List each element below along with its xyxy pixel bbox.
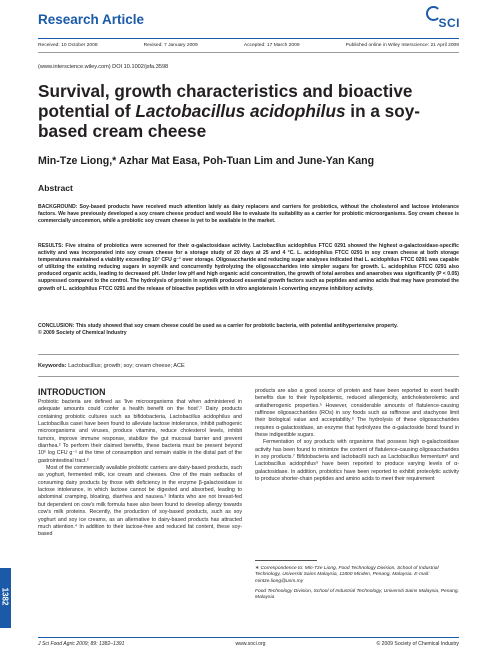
footnote-rule [255, 560, 317, 561]
keywords [38, 363, 185, 369]
intro-paragraph-3: products are also a good source of protein and have been reported to exert health benefits due to their hypolipidemic, reduced allergenicity, anticholesterolemic and antiatherogenic properties.⁵ However, considerable amounts of flatulence-causing raffinose oligosaccharides (ROs) in soy foods such as raffinose and stachyose limit their biological value and acceptability.⁶ The hydrolysis of these oligosaccharides requires α-galactosidase, an enzyme that hydrolyzes the α-galactoside bond found in these indigestible sugars. [255, 388, 459, 439]
logo-text: SCI [438, 16, 460, 30]
date-accepted: Accepted: 17 March 2009 [243, 43, 300, 48]
doi-link[interactable]: (www.interscience.wiley.com) DOI 10.1002/jsfa.3598 [38, 64, 169, 70]
intro-paragraph-4: Fermentation of soy products with organisms that possess high α-galactosidase activity has been found to minimize the content of flatulence-causing oligosaccharides in soy products.⁷ Bifidobacteria and lactobacilli such as Lactobacillus fermentum⁸ and Lactobacillus acidophilus⁹ have been reported to produce varying levels of α-galactosidase. In addition, probiotics have been reported to exhibit proteolytic activity to produce shorter-chain peptides and amino acids to meet their requirement [255, 439, 459, 483]
keywords-label: Keywords: [38, 363, 67, 369]
title-species: Lactobacillus acidophilus [135, 101, 346, 121]
author-list: Min-Tze Liong,* Azhar Mat Easa, Poh-Tuan Lim and June-Yan Kang [38, 155, 375, 167]
article-dates [38, 43, 459, 48]
title-part1: Survival, growth characteristics and bioactive potential of [38, 81, 413, 121]
footnote-affiliation: Food Technology Division, School of Industrial Technology, Universiti Sains Malaysia, Penang, Malaysia [255, 588, 459, 601]
sci-logo [424, 6, 460, 36]
footnotes [255, 566, 459, 605]
abstract-results [38, 243, 459, 293]
dates-rule [38, 52, 459, 53]
abstract-conclusion [38, 323, 459, 337]
footer-journal: J Sci Food Agric 2009; 89: 1382–1391 [38, 641, 125, 647]
intro-paragraph-1: Probiotic bacteria are defined as 'live microorganisms that when administered in adequate amounts could confer a health benefit on the host'.¹ Dairy products containing probiotic cultures such as bifidobacteria, Lactobacillus acidophilus and Lactobacillus casei have been found to alleviate lactose intolerance, inhibit pathogenic microorganisms and viruses, produce vitamins, reduce cholesterol levels, inhibit tumors, improve immune response, stabilize the gut mucosal barrier and prevent diarrhea.² To perform their claimed benefits, these bacteria must be present beyond 10⁶ log CFU g⁻¹ at the time of consumption and remain viable in the distal part of the gastrointestinal tract.² [38, 399, 242, 464]
date-revised: Revised: 7 January 2009 [143, 43, 198, 48]
intro-paragraph-2: Most of the commercially available probiotic carriers are dairy-based products, such as yoghurt, fermented milk, ice cream and cheeses. One of the main setbacks of consuming dairy products by those with deficiency in the enzyme β-galactosidase is lactose intolerance, in which lactose cannot be digested and absorbed, leading to abdominal cramping, bloating, diarrhea and nausea.³ Infants who are not breast-fed but dependent on cow's milk formula have also been found to develop allergy towards cow's milk proteins. Recently, the production of soy-based products, such as soy yoghurt and soy ice creams, as an alternative to dairy-based products has attracted much attention.⁴ In addition to their lactose-free and reduced fat content, these soy-based [38, 465, 242, 538]
keywords-value: Lactobacillus; growth; soy; cream cheese; ACE [66, 363, 185, 369]
results-text: Five strains of probiotics were screened for their α-galactosidase activity. Lactobacillus acidophilus FTCC 0291 showed the highest α-galactosidase-specific activity and was incorporated into soy cream cheese for a storage study of 20 days at 25 and 4 °C. L. acidophilus FTCC 0291 in soy cream cheese at both storage temperatures maintained a viability exceeding 10⁷ CFU g⁻¹ over storage. Oligosaccharide and reducing sugar analyses indicated that L. acidophilus FTCC 0291 was capable of utilizing the existing reducing sugars in soymilk and concurrently hydrolyzing the oligosaccharides into simpler sugars for growth. L. acidophilus FTCC 0291 also produced organic acids, leading to decreased pH. Under low pH and high organic acid concentration, the growth of total aerobes and anaerobes was significantly (P < 0.05) suppressed compared to the control. The hydrolysis of protein in soymilk produced essential growth factors such as peptides and amino acids that may have promoted the growth of L. acidophilus FTCC 0291 and the release of bioactive peptides with in vitro angiotensin I-converting enzyme inhibitory activity. [38, 243, 459, 292]
abstract-rule [38, 354, 459, 355]
page-footer [38, 641, 459, 647]
page-number: 1382 [0, 587, 10, 606]
page-number-tab [0, 568, 11, 628]
footer-rule [38, 637, 459, 638]
conclusion-text: This study showed that soy cream cheese could be used as a carrier for probiotic bacteria, with potential antihypertensive property. [74, 323, 398, 329]
title-part2: in a soy-based cream cheese [38, 101, 421, 141]
date-received: Received: 10 October 2008 [38, 43, 98, 48]
background-label: BACKGROUND: [38, 204, 78, 210]
introduction-heading: INTRODUCTION [38, 387, 106, 397]
left-column [38, 399, 242, 539]
results-label: RESULTS: [38, 243, 64, 249]
abstract-copyright: © 2009 Society of Chemical Industry [38, 330, 127, 337]
article-title [38, 81, 468, 141]
conclusion-label: CONCLUSION: [38, 323, 75, 329]
right-column [255, 388, 459, 483]
section-label: Research Article [38, 12, 145, 27]
footer-copyright: © 2009 Society of Chemical Industry [376, 641, 459, 647]
footer-site[interactable]: www.soci.org [235, 641, 266, 647]
footnote-correspondence: ∗ Correspondence to: Min-Tze Liong, Food Technology Division, School of Industrial Technology, Universiti Sains Malaysia, 11800 Minden, Penang, Malaysia. E-mail: mintze.liong@usm.my [255, 566, 439, 584]
date-published: Published online in Wiley Interscience: 21 April 2009 [345, 43, 459, 48]
keywords-rule [38, 376, 459, 377]
abstract-background [38, 204, 459, 225]
background-text: Soy-based products have received much attention lately as dairy replacers and carriers for probiotics, without the cholesterol and lactose intolerance factors. We have previously developed a soy cream cheese product and would like to evaluate its suitability as a carrier for probiotic microorganisms. Soy cream cheese is commercially uncommon, while a probiotic soy cream cheese is yet to be available in the market. [38, 204, 459, 225]
abstract-heading: Abstract [38, 183, 73, 193]
header-rule [38, 38, 459, 39]
